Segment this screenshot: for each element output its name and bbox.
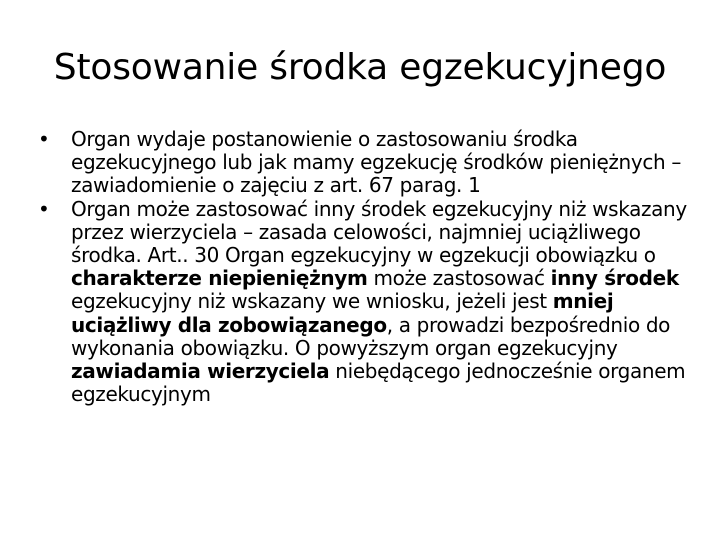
- emphasis-segment: inny środek: [550, 266, 679, 291]
- bullet-item-2: [38, 198, 690, 407]
- emphasis-segment: mniej uciążliwy dla zobowiązanego: [71, 289, 614, 337]
- bullet-icon: •: [38, 196, 50, 221]
- emphasis-segment: zawiadamia wierzyciela: [71, 359, 330, 384]
- bullet-text-2: [71, 197, 687, 407]
- text-segment: niebędącego jednocześnie organem egzekucyjnym: [71, 359, 686, 407]
- slide-title: Stosowanie środka egzekucyjnego: [53, 47, 667, 88]
- text-segment: Organ wydaje postanowienie o zastosowaniu środka egzekucyjnego lub jak mamy egzekucję środków pieniężnych – zawiadomienie o zajęciu z art. 67 parag. 1: [71, 127, 682, 198]
- text-segment: egzekucyjny niż wskazany we wniosku, jeżeli jest: [71, 289, 553, 314]
- bullet-item-1: [38, 128, 690, 198]
- bullet-text-1: [71, 127, 681, 197]
- text-segment: Organ może zastosować inny środek egzekucyjny niż wskazany przez wierzyciela – zasada celowości, najmniej uciążliwego środka. Art.. 30 Organ egzekucyjny w egzekucji obowiązku o: [71, 196, 687, 268]
- bullet-list: [38, 128, 690, 406]
- emphasis-segment: charakterze niepieniężnym: [71, 266, 368, 291]
- text-segment: może zastosować: [367, 266, 551, 291]
- bullet-icon: •: [38, 127, 50, 151]
- text-segment: , a prowadzi bezpośrednio do wykonania obowiązku. O powyższym organ egzekucyjny: [71, 312, 671, 360]
